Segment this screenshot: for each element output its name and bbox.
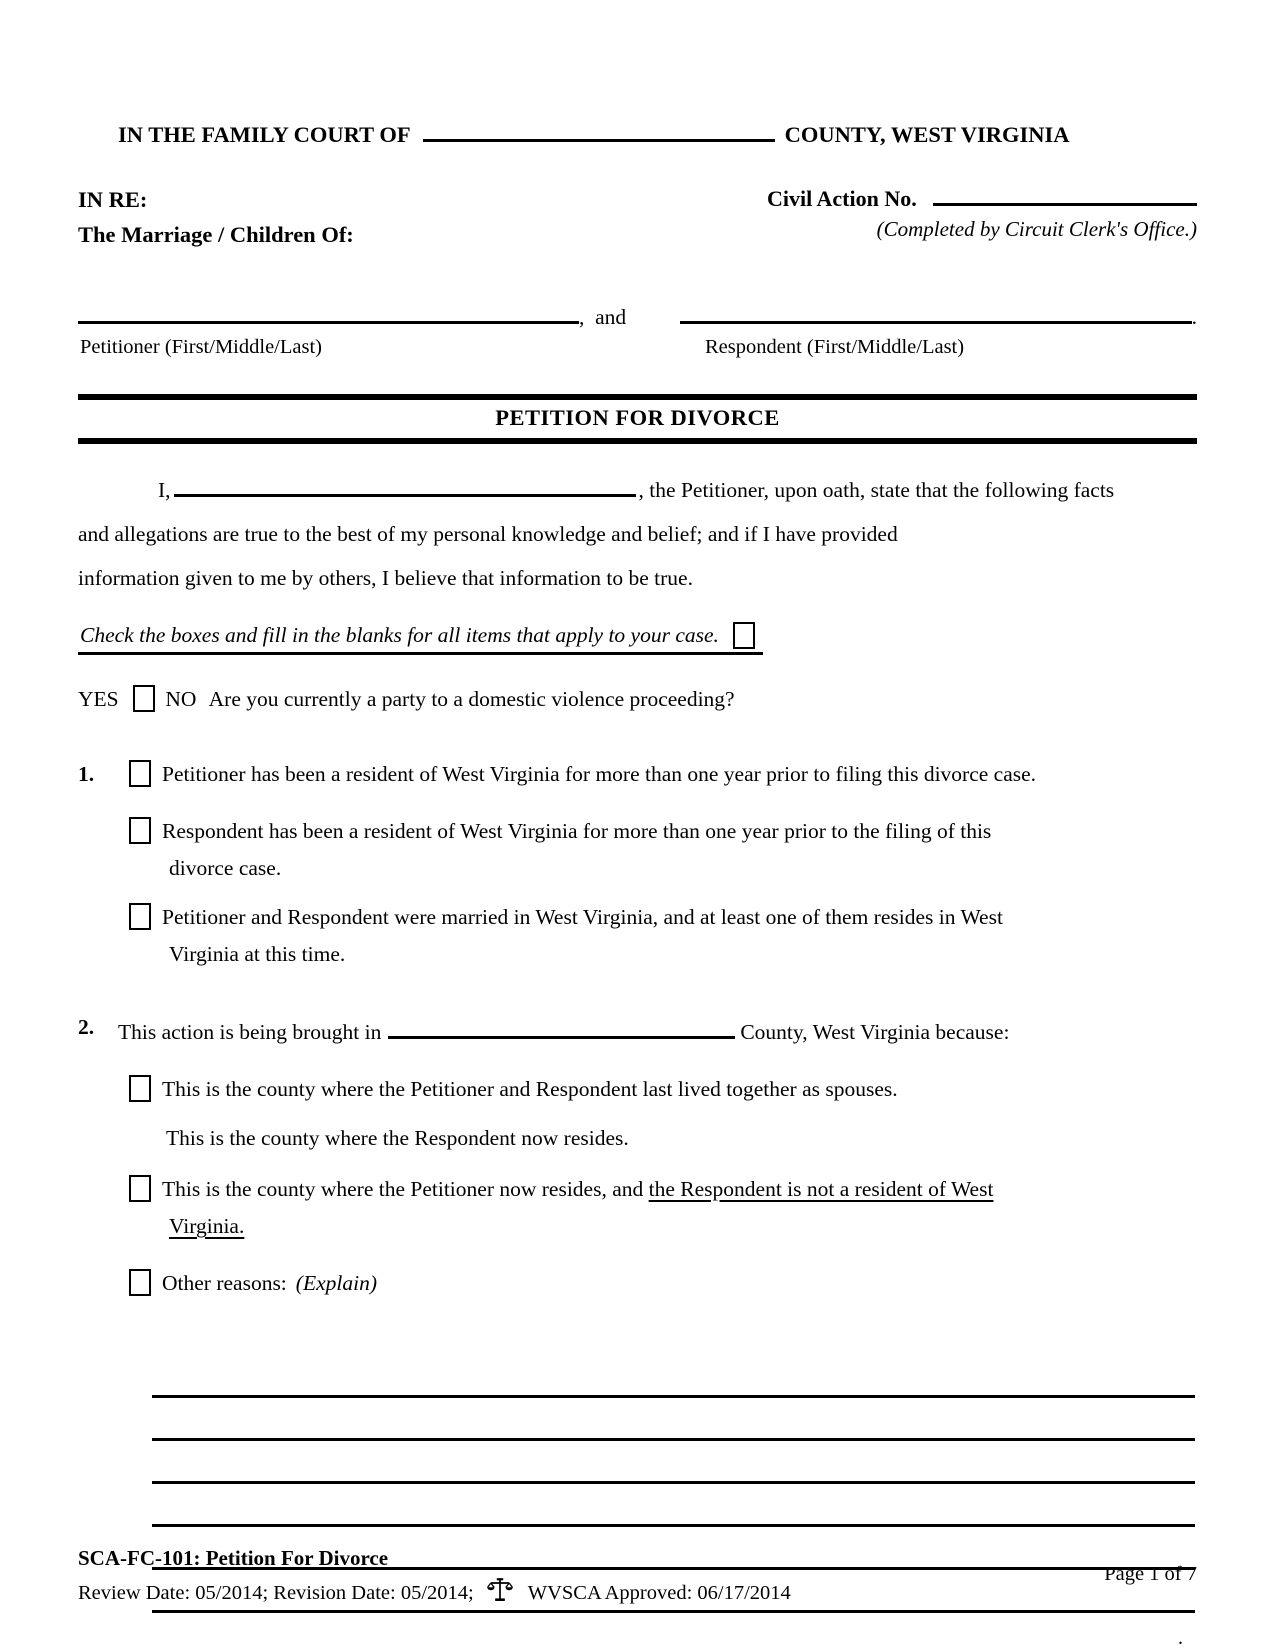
party-name-labels xyxy=(78,336,1197,366)
explain-terminal-period: . xyxy=(1178,1627,1183,1649)
domestic-violence-question xyxy=(78,685,1197,712)
item2-intro-suffix: County, West Virginia because: xyxy=(740,1020,1010,1044)
petitioner-name-label: Petitioner (First/Middle/Last) xyxy=(80,336,322,358)
case-caption xyxy=(78,182,1197,252)
marriage-children-label: The Marriage / Children Of: xyxy=(78,222,354,247)
county-petitioner-resides-checkbox[interactable] xyxy=(129,1175,151,1202)
explain-line[interactable] xyxy=(152,1398,1195,1441)
review-date-text: Review Date: 05/2014; Revision Date: 05/2014; xyxy=(78,1581,474,1604)
county-name-blank[interactable] xyxy=(423,116,775,142)
oath-line-1-text: , the Petitioner, upon oath, state that the following facts xyxy=(638,478,1115,502)
petitioner-resides-plain-text: This is the county where the Petitioner now resides, and xyxy=(162,1177,649,1201)
item1-number: 1. xyxy=(78,762,95,786)
oath-line-2: and allegations are true to the best of my personal knowledge and belief; and if I have provided xyxy=(78,522,898,546)
oath-line-3: information given to me by others, I believe that information to be true. xyxy=(78,566,693,590)
petitioner-resides-text-line2: Virginia. xyxy=(169,1214,245,1238)
instruction-text: Check the boxes and fill in the blanks for all items that apply to your case. xyxy=(80,623,719,647)
scales-of-justice-icon xyxy=(486,1577,514,1609)
in-re-label: IN RE: xyxy=(78,187,148,212)
approved-date-text: WVSCA Approved: 06/17/2014 xyxy=(527,1581,791,1604)
item2-option-petitioner-resides xyxy=(78,1171,1197,1245)
oath-paragraph xyxy=(78,468,1197,600)
venue-county-blank[interactable] xyxy=(388,1015,735,1039)
civil-action-block xyxy=(767,182,1197,252)
item2-option-last-lived xyxy=(78,1071,1197,1108)
item1-option-married-in-wv xyxy=(78,899,1197,973)
instruction-checkbox[interactable] xyxy=(733,622,755,649)
clerk-note: (Completed by Circuit Clerk's Office.) xyxy=(876,217,1197,241)
form-footer xyxy=(78,1546,1197,1609)
item2-respondent-resides-line: This is the county where the Respondent now resides. xyxy=(166,1126,629,1150)
civil-action-label: Civil Action No. xyxy=(767,186,917,211)
petitioner-resides-underlined-text: the Respondent is not a resident of West xyxy=(648,1177,994,1201)
item1-option-petitioner-resident xyxy=(78,756,1197,793)
court-header-suffix: COUNTY, WEST VIRGINIA xyxy=(784,122,1070,147)
item2-intro xyxy=(78,1015,1197,1045)
county-last-lived-checkbox[interactable] xyxy=(129,1075,151,1102)
respondent-resident-checkbox[interactable] xyxy=(129,817,151,844)
court-header xyxy=(118,116,1197,148)
other-reasons-checkbox[interactable] xyxy=(129,1269,151,1296)
item2-option-other-reasons xyxy=(78,1265,1197,1302)
in-re-block xyxy=(78,182,354,252)
married-in-wv-text-line2: Virginia at this time. xyxy=(169,942,346,966)
oath-prefix: I, xyxy=(158,478,171,502)
yes-label: YES xyxy=(78,687,119,711)
instruction-row xyxy=(78,622,1197,655)
civil-action-number-blank[interactable] xyxy=(933,182,1197,206)
and-separator: , and xyxy=(579,305,627,329)
item1-option-respondent-resident xyxy=(78,813,1197,887)
county-last-lived-text: This is the county where the Petitioner and Respondent last lived together as spouses. xyxy=(162,1077,898,1101)
review-row xyxy=(78,1577,1197,1609)
petitioner-oath-name-blank[interactable] xyxy=(174,473,636,497)
petitioner-resident-text: Petitioner has been a resident of West Virginia for more than one year prior to filing this divorce case. xyxy=(162,762,1037,786)
explain-line[interactable] xyxy=(152,1441,1195,1484)
respondent-terminal-period: . xyxy=(1191,305,1197,329)
domestic-violence-checkbox[interactable] xyxy=(133,685,155,712)
respondent-resident-text-line2: divorce case. xyxy=(169,856,282,880)
party-names-row xyxy=(78,298,1197,330)
court-header-prefix: IN THE FAMILY COURT OF xyxy=(118,122,411,147)
form-id: SCA-FC-101: Petition For Divorce xyxy=(78,1546,389,1570)
respondent-name-label: Respondent (First/Middle/Last) xyxy=(705,336,965,358)
other-reasons-label: Other reasons: xyxy=(162,1271,287,1295)
domestic-violence-question-text: Are you currently a party to a domestic violence proceeding? xyxy=(208,687,735,711)
respondent-resident-text-line1: Respondent has been a resident of West Virginia for more than one year prior to the filing of this xyxy=(162,819,992,843)
explain-line[interactable] xyxy=(152,1613,1195,1650)
married-in-wv-text-line1: Petitioner and Respondent were married in West Virginia, and at least one of them resides in West xyxy=(162,905,1003,929)
petitioner-resides-text-line1 xyxy=(162,1171,1197,1208)
oath-line-1 xyxy=(78,468,1197,512)
no-label: NO xyxy=(165,687,197,711)
item2-intro-prefix: This action is being brought in xyxy=(118,1020,382,1044)
explain-line[interactable] xyxy=(152,1484,1195,1527)
respondent-name-blank[interactable] xyxy=(680,298,1191,324)
item2-number: 2. xyxy=(78,1015,95,1039)
page-number: Page 1 of 7 xyxy=(1104,1563,1197,1585)
petitioner-name-blank[interactable] xyxy=(78,298,579,324)
form-title: PETITION FOR DIVORCE xyxy=(78,394,1197,444)
explain-label: (Explain) xyxy=(295,1271,377,1295)
petitioner-resident-checkbox[interactable] xyxy=(129,760,151,787)
explain-line[interactable] xyxy=(152,1355,1195,1398)
married-in-wv-checkbox[interactable] xyxy=(129,903,151,930)
